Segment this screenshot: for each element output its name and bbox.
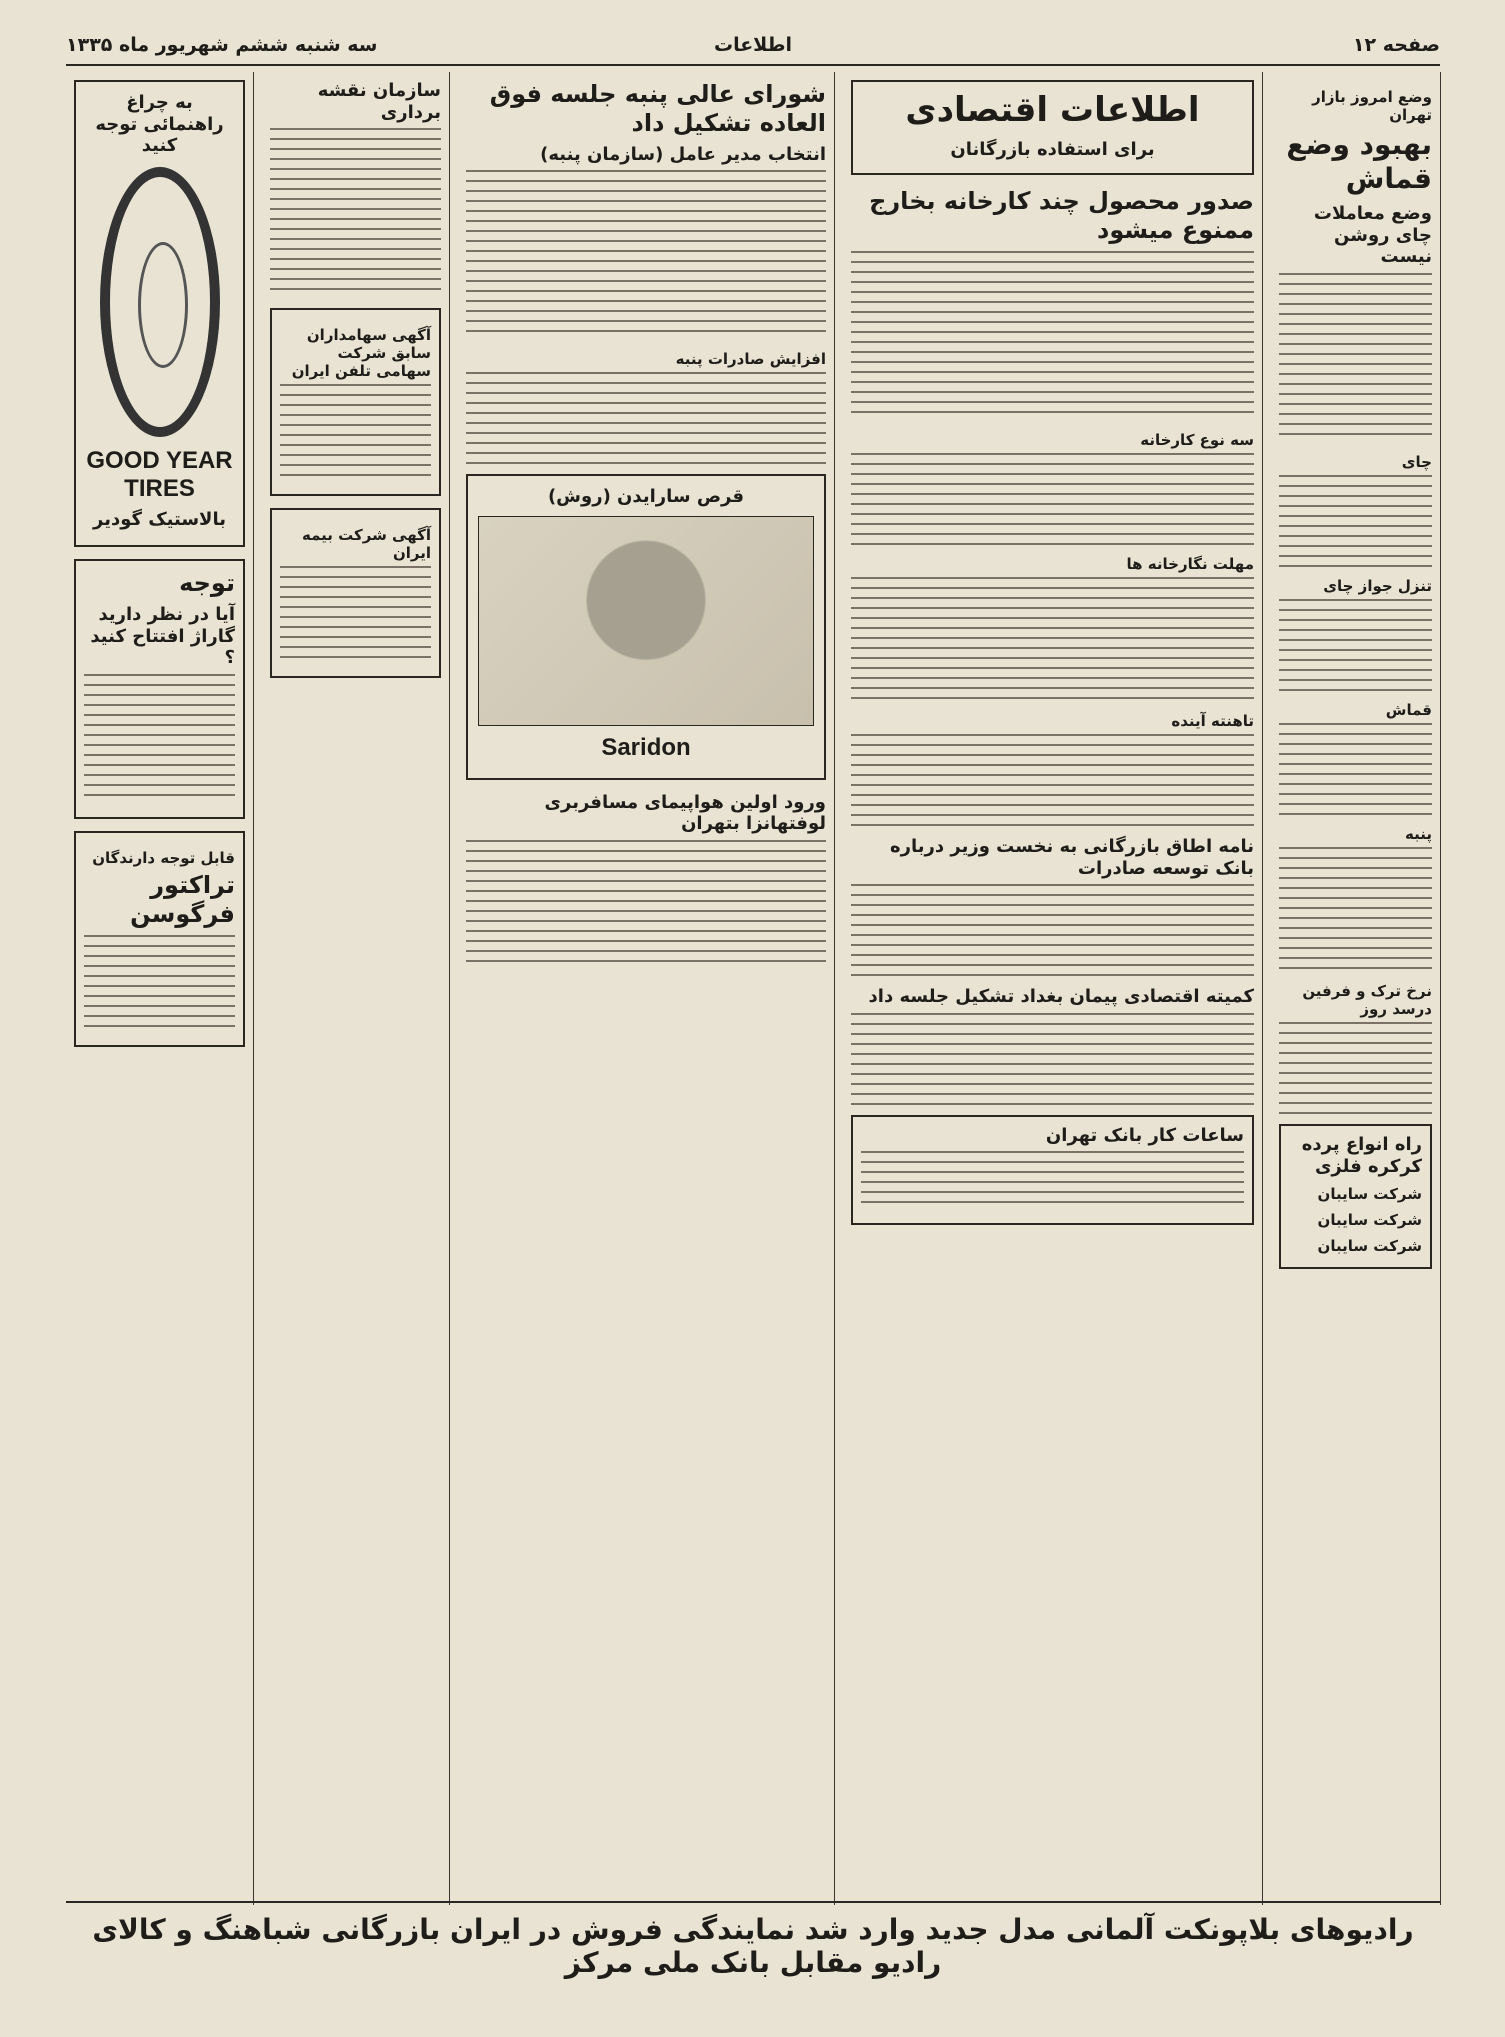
notice-box	[74, 559, 245, 819]
text-block	[861, 1151, 1244, 1205]
text-block	[466, 840, 826, 965]
text-block	[280, 566, 431, 658]
center-column	[458, 72, 835, 1905]
tire-icon	[100, 167, 220, 437]
page-number: صفحه ۱۲	[1352, 34, 1440, 56]
cotton-council-headline: شورای عالی پنبه جلسه فوق العاده تشکیل داد	[489, 80, 826, 137]
goodyear-caption: بالاستیک گودیر	[93, 508, 226, 530]
section-three-types: سه نوع کارخانه	[1140, 430, 1254, 449]
goodyear-brand: GOOD YEAR TIRES	[86, 446, 233, 502]
export-headline: صدور محصول چند کارخانه بخارج ممنوع میشود	[869, 187, 1254, 245]
letter-headline: نامه اطاق بازرگانی به نخست وزیر درباره بانک توسعه صادرات	[890, 835, 1254, 879]
text-block	[280, 384, 431, 476]
notice-subtitle: آیا در نظر دارید گاراژ افتتاح کنید ؟	[90, 604, 235, 669]
baghdad-headline: کمیته اقتصادی پیمان بغداد تشکیل جلسه داد	[868, 986, 1254, 1008]
banner-subtitle: برای استفاده بازرگانان	[950, 138, 1155, 160]
text-block	[851, 1013, 1254, 1105]
text-block	[84, 674, 235, 799]
saridon-ad	[466, 474, 826, 780]
text-block	[1279, 1022, 1432, 1114]
telephone-ad	[270, 308, 441, 496]
text-block	[270, 128, 441, 298]
section-cloth: قماش	[1385, 700, 1432, 719]
market-title: وضع امروز بازار تهران	[1312, 88, 1432, 124]
bank-hours-title: ساعات کار بانک تهران	[1045, 1124, 1244, 1146]
text-block	[851, 577, 1254, 702]
text-block	[466, 170, 826, 340]
saridon-ad-title: قرص سارایدن (روش)	[547, 486, 745, 508]
airline-headline: ورود اولین هواپیمای مسافربری لوفتهانزا بتهران	[544, 791, 826, 835]
lower-title: نرخ ترک و فرفین درسد روز	[1302, 981, 1432, 1018]
text-block	[851, 734, 1254, 826]
text-block	[851, 453, 1254, 545]
insurance-ad-title: آگهی شرکت بیمه ایران	[302, 526, 431, 563]
section-next-week: تاهنته آینده	[1171, 711, 1254, 730]
cotton-export-section: افزایش صادرات پنبه	[675, 350, 826, 369]
tractor-ad-title: تراکتور فرگوسن	[130, 870, 235, 928]
newspaper-header	[66, 30, 1440, 66]
section-cotton: پنبه	[1405, 824, 1432, 843]
saridon-illustration	[478, 516, 814, 726]
center-left-column	[262, 72, 450, 1905]
tractor-ad-subtitle: قابل توجه دارندگان	[92, 848, 235, 867]
banner-title: اطلاعات اقتصادی	[905, 90, 1200, 130]
text-block	[1279, 599, 1432, 691]
contact-line: شرکت سایبان	[1317, 1211, 1422, 1230]
text-block	[851, 884, 1254, 976]
contact-line: شرکت سایبان	[1317, 1237, 1422, 1256]
market-headline: بهبود وضع قماش	[1286, 128, 1432, 195]
cotton-council-subheadline: انتخاب مدیر عامل (سازمان پنبه)	[540, 143, 826, 165]
map-title: سازمان نقشه برداری	[317, 80, 441, 123]
text-block	[466, 372, 826, 464]
center-right-column	[843, 72, 1263, 1905]
saridon-brand: Saridon	[601, 733, 691, 761]
insurance-ad	[270, 508, 441, 678]
newspaper-name: اطلاعات	[713, 34, 793, 56]
goodyear-slogan: به چراغ راهنمائی توجه کنید	[95, 92, 224, 157]
text-block	[1279, 475, 1432, 567]
left-column	[66, 72, 254, 1905]
section-tea-license: تنزل جواز چای	[1323, 576, 1432, 595]
text-block	[1279, 723, 1432, 815]
market-subheadline: وضع معاملات چای روشن نیست	[1313, 203, 1432, 268]
text-block	[1279, 847, 1432, 972]
economic-banner	[851, 80, 1254, 175]
page-footer: رادیوهای بلاپونکت آلمانی مدل جدید وارد شد نمایندگی فروش در ایران بازرگانی شباهنگ و کالای رادیو مقابل بانک ملی مرکز	[66, 1901, 1440, 1979]
section-tea: چای	[1401, 452, 1432, 471]
market-text	[1279, 273, 1432, 443]
text-block	[84, 935, 235, 1027]
page-date: سه شنبه ششم شهریور ماه ۱۳۳۵	[66, 34, 378, 56]
bank-hours	[851, 1115, 1254, 1226]
curtain-ad-title: راه انواع پرده کرکره فلزی	[1301, 1133, 1422, 1177]
tractor-ad	[74, 831, 245, 1047]
right-column	[1271, 72, 1441, 1905]
text-block	[851, 251, 1254, 421]
notice-title: توجه	[179, 569, 235, 598]
contact-line: شرکت سایبان	[1317, 1185, 1422, 1204]
curtain-ad	[1279, 1124, 1432, 1269]
telephone-ad-title: آگهی سهامداران سابق شرکت سهامی تلفن ایران	[291, 326, 431, 381]
goodyear-ad	[74, 80, 245, 547]
section-deadline: مهلت نگارخانه ها	[1126, 554, 1254, 573]
